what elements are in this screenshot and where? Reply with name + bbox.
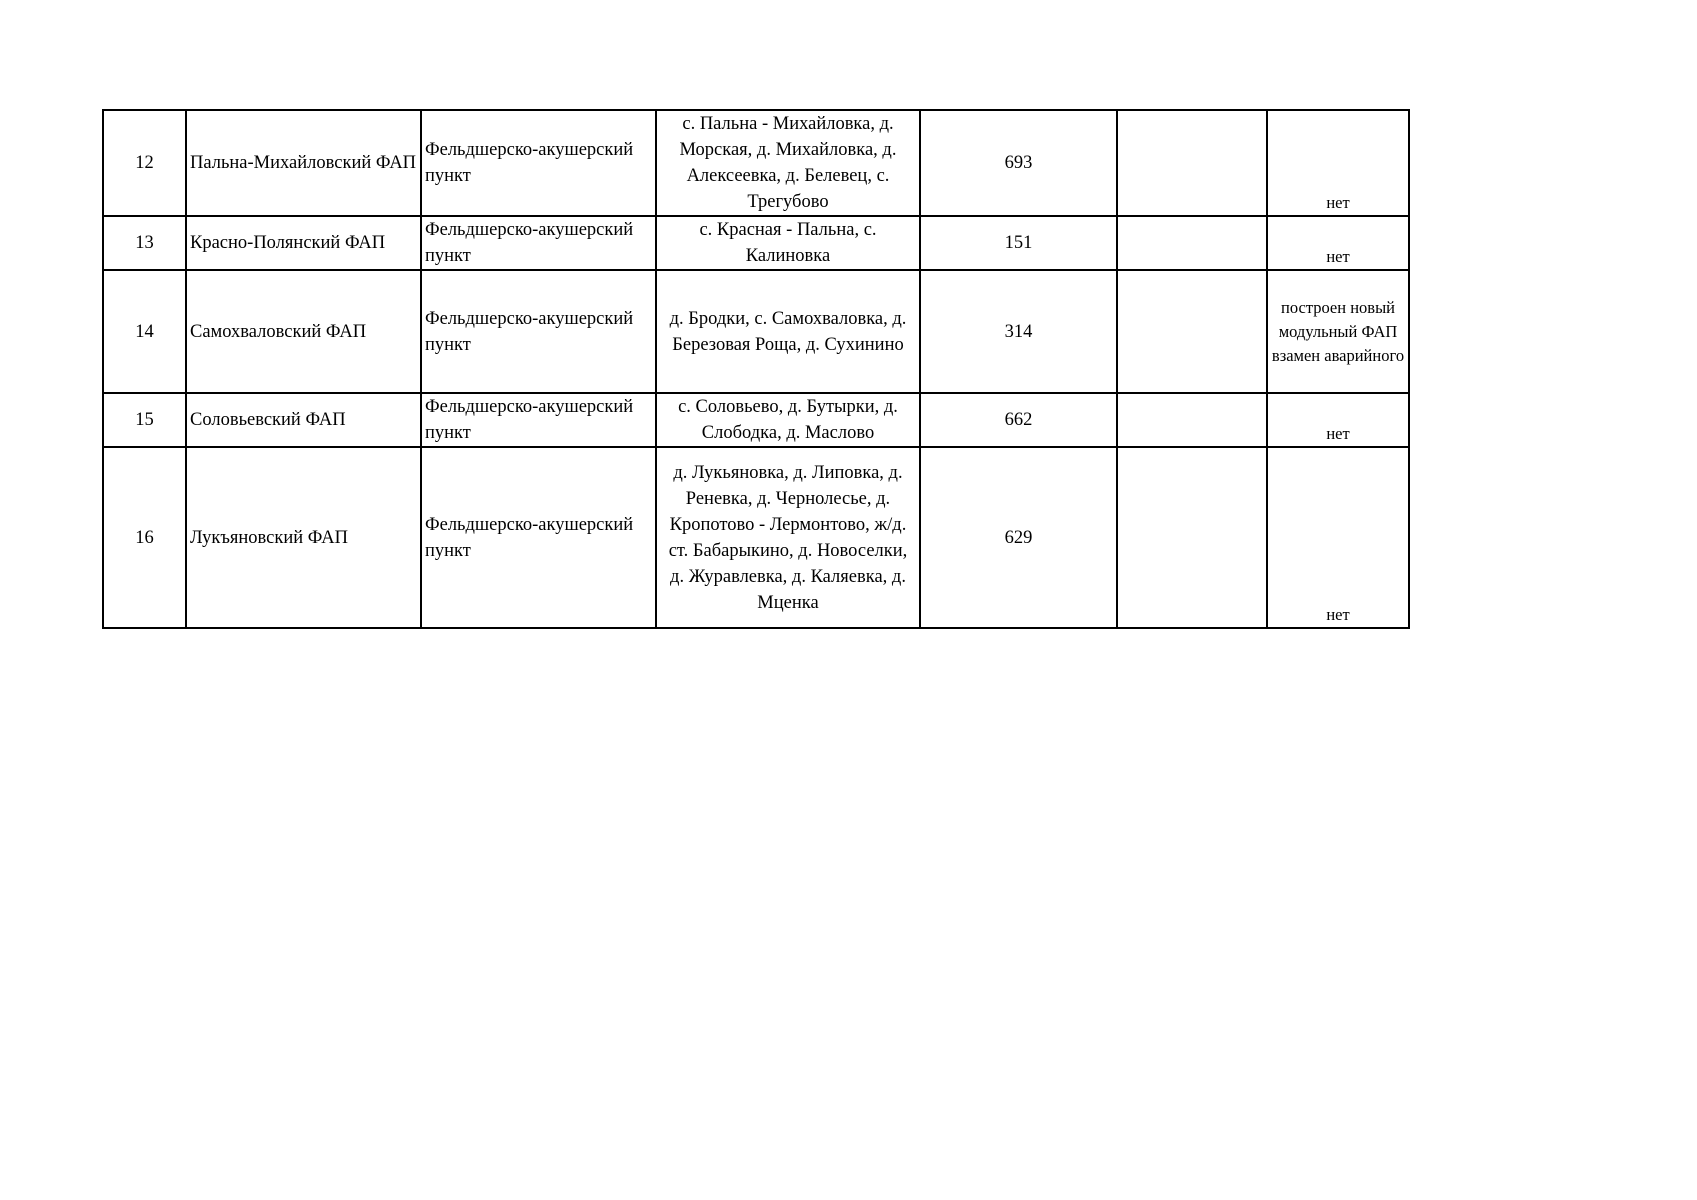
- empty-cell: [1117, 447, 1267, 628]
- population-count: 314: [920, 270, 1117, 393]
- facility-name: Соловьевский ФАП: [186, 393, 421, 447]
- population-count: 693: [920, 110, 1117, 216]
- row-number: 16: [103, 447, 186, 628]
- service-area: с. Пальна - Михайловка, д. Морская, д. Михайловка, д. Алексеевка, д. Белевец, с. Трегубово: [656, 110, 920, 216]
- facility-name: Пальна-Михайловский ФАП: [186, 110, 421, 216]
- empty-cell: [1117, 216, 1267, 270]
- facilities-table: [102, 109, 1410, 629]
- facility-name: Самохваловский ФАП: [186, 270, 421, 393]
- facility-type: Фельдшерско-акушерский пункт: [421, 110, 656, 216]
- note-cell: нет: [1267, 110, 1409, 216]
- population-count: 629: [920, 447, 1117, 628]
- service-area: д. Лукьяновка, д. Липовка, д. Реневка, д. Чернолесье, д. Кропотово - Лермонтово, ж/д. ст. Бабарыкино, д. Новоселки, д. Журавлевка, д. Каляевка, д. Мценка: [656, 447, 920, 628]
- service-area: д. Бродки, с. Самохваловка, д. Березовая Роща, д. Сухинино: [656, 270, 920, 393]
- table-row: [103, 110, 1409, 216]
- facility-type: Фельдшерско-акушерский пункт: [421, 270, 656, 393]
- service-area: с. Красная - Пальна, с. Калиновка: [656, 216, 920, 270]
- empty-cell: [1117, 270, 1267, 393]
- facility-type: Фельдшерско-акушерский пункт: [421, 447, 656, 628]
- table-row: [103, 447, 1409, 628]
- row-number: 13: [103, 216, 186, 270]
- population-count: 662: [920, 393, 1117, 447]
- note-cell: нет: [1267, 447, 1409, 628]
- facility-type: Фельдшерско-акушерский пункт: [421, 216, 656, 270]
- service-area: с. Соловьево, д. Бутырки, д. Слободка, д. Маслово: [656, 393, 920, 447]
- empty-cell: [1117, 393, 1267, 447]
- table-row: [103, 216, 1409, 270]
- note-cell: нет: [1267, 216, 1409, 270]
- facility-name: Красно-Полянский ФАП: [186, 216, 421, 270]
- table-row: [103, 270, 1409, 393]
- note-cell: нет: [1267, 393, 1409, 447]
- empty-cell: [1117, 110, 1267, 216]
- facility-name: Лукъяновский ФАП: [186, 447, 421, 628]
- row-number: 12: [103, 110, 186, 216]
- row-number: 15: [103, 393, 186, 447]
- row-number: 14: [103, 270, 186, 393]
- note-cell: построен новый модульный ФАП взамен аварийного: [1267, 270, 1409, 393]
- population-count: 151: [920, 216, 1117, 270]
- facility-type: Фельдшерско-акушерский пункт: [421, 393, 656, 447]
- table-row: [103, 393, 1409, 447]
